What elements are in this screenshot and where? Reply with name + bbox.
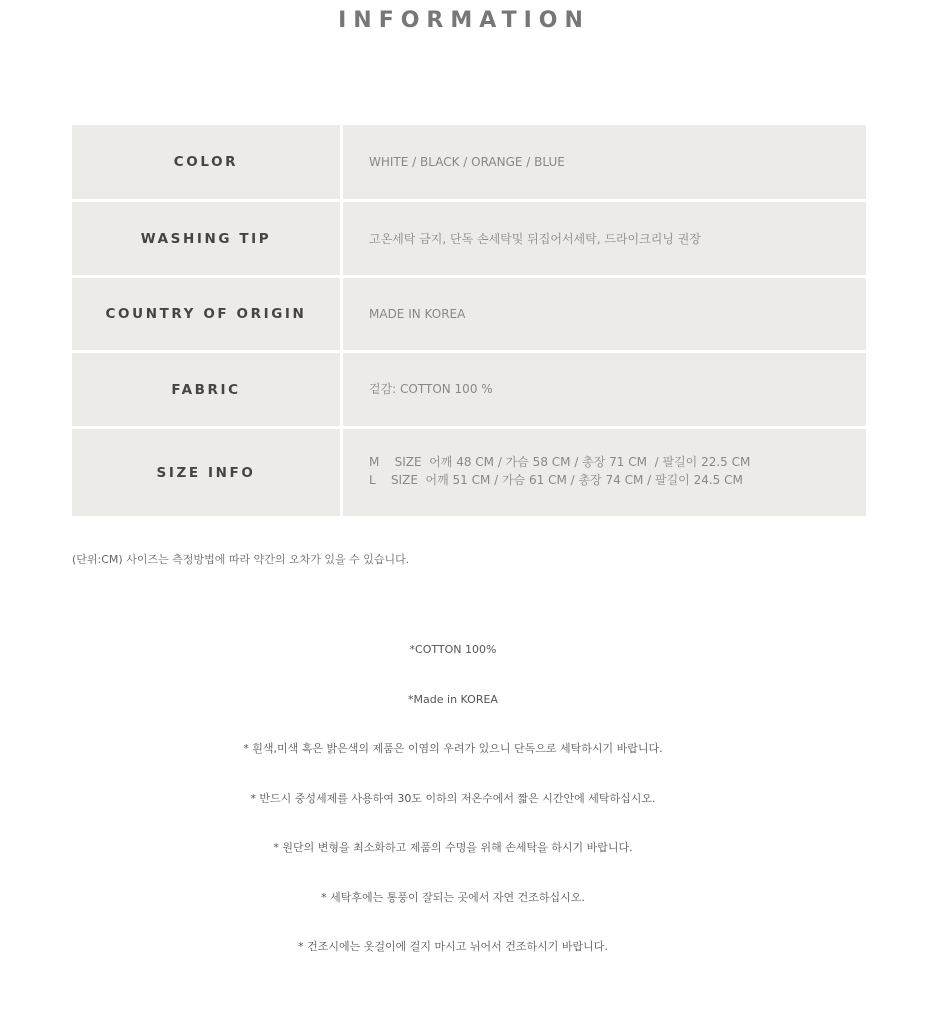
care-notes (0, 642, 906, 989)
note-item: * 반드시 중성세제를 사용하여 30도 이하의 저온수에서 짧은 시간안에 세탁하십시오. (250, 791, 656, 805)
unit-note: (단위:CM) 사이즈는 측정방법에 따라 약간의 오차가 있을 수 있습니다. (72, 553, 410, 566)
row-label: SIZE INFO (72, 429, 343, 516)
note-item: * 흰색,미색 혹은 밝은색의 제품은 이염의 우려가 있으니 단독으로 세탁하시기 바랍니다. (243, 742, 663, 755)
note-item: * 세탁후에는 통풍이 잘되는 곳에서 자연 건조하십시오. (321, 890, 585, 904)
row-label: WASHING TIP (72, 202, 343, 275)
size-line-m: M SIZE 어깨 48 CM / 가슴 58 CM / 총장 71 CM / 팔길이 22.5 CM (369, 455, 751, 469)
row-value: 겉감: COTTON 100 % (343, 353, 866, 426)
row-label: COUNTRY OF ORIGIN (72, 278, 343, 350)
row-value: MADE IN KOREA (343, 278, 866, 350)
table-row-color (72, 125, 866, 202)
page-title: INFORMATION (338, 8, 590, 33)
table-row-size-info (72, 429, 866, 516)
row-value: 고온세탁 금지, 단독 손세탁및 뒤집어서세탁, 드라이크리닝 권장 (343, 202, 866, 275)
note-item: * 원단의 변형을 최소화하고 제품의 수명을 위해 손세탁을 하시기 바랍니다. (273, 841, 633, 854)
table-row-washing-tip (72, 202, 866, 278)
table-row-country-of-origin (72, 278, 866, 353)
row-label: FABRIC (72, 353, 343, 426)
row-value: WHITE / BLACK / ORANGE / BLUE (343, 125, 866, 199)
size-line-l: L SIZE 어깨 51 CM / 가슴 61 CM / 총장 74 CM / 팔길이 24.5 CM (369, 473, 743, 487)
row-value (343, 429, 866, 516)
note-item: *Made in KOREA (408, 692, 498, 706)
note-item: *COTTON 100% (409, 643, 497, 656)
note-item: * 건조시에는 옷걸이에 걸지 마시고 뉘어서 건조하시기 바랍니다. (298, 940, 608, 953)
table-row-fabric (72, 353, 866, 429)
product-info-table (72, 125, 866, 516)
row-label: COLOR (72, 125, 343, 199)
